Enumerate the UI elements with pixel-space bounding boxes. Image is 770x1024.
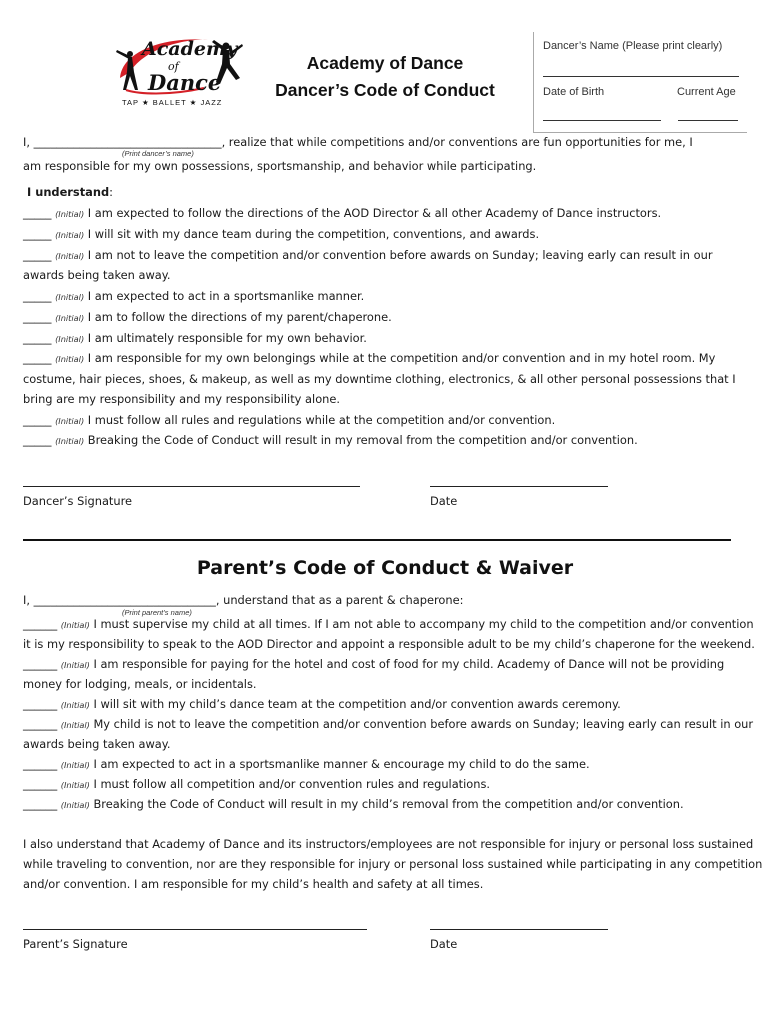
dancer-item	[23, 286, 364, 307]
initial-blank[interactable]: _____	[23, 413, 52, 427]
dancer-name-hint: (Print dancer’s name)	[122, 149, 194, 158]
dancer-item-text: I must follow all rules and regulations while at the competition and/or convention.	[87, 413, 556, 427]
parent-item-text: I must supervise my child at all times. If I am not able to accompany my child to the competition and/or convention	[93, 617, 754, 631]
initial-label: (Initial)	[55, 209, 85, 219]
initial-blank[interactable]: _____	[23, 331, 52, 345]
dancer-info-box	[533, 32, 747, 133]
initial-label: (Initial)	[55, 251, 85, 261]
dancer-signature-field[interactable]	[23, 476, 360, 487]
dancer-date-label: Date	[430, 494, 458, 508]
initial-blank[interactable]: _____	[23, 351, 52, 365]
parent-item	[23, 774, 490, 795]
initial-blank[interactable]: _____	[23, 227, 52, 241]
initial-label: (Initial)	[55, 354, 85, 364]
academy-logo	[108, 32, 246, 110]
dancer-item-text: I am not to leave the competition and/or convention before awards on Sunday; leaving early can result in our	[87, 248, 713, 262]
section-divider	[23, 539, 731, 541]
dancer-item	[23, 203, 661, 224]
waiver-line: I also understand that Academy of Dance and its instructors/employees are not responsible for injury or personal loss sustained	[23, 837, 754, 851]
parent-item-text: I must follow all competition and/or convention rules and regulations.	[93, 777, 491, 791]
parent-item	[23, 614, 754, 635]
understand-heading	[27, 182, 113, 202]
initial-label: (Initial)	[55, 230, 85, 240]
waiver-line: while traveling to convention, nor are they responsible for injury or personal loss sustained while participating in any competition	[23, 857, 763, 871]
parent-item-continuation: it is my responsibility to speak to the AOD Director and appoint a responsible adult to be my child’s chaperone for the weekend.	[23, 637, 755, 651]
initial-label: (Initial)	[60, 620, 90, 630]
dancer-item-text: I am responsible for my own belongings while at the competition and/or convention and in my hotel room. My	[87, 351, 716, 365]
dancer-intro-line2: am responsible for my own possessions, sportsmanship, and behavior while participating.	[23, 159, 537, 173]
understand-label: I understand	[27, 185, 110, 199]
initial-blank[interactable]: _____	[23, 289, 52, 303]
waiver-line: and/or convention. I am responsible for my child’s health and safety at all times.	[23, 877, 484, 891]
dancer-item-text: I am expected to follow the directions of the AOD Director & all other Academy of Dance instructors.	[87, 206, 662, 220]
initial-blank[interactable]: ______	[23, 717, 58, 731]
initial-blank[interactable]: ______	[23, 797, 58, 811]
initial-label: (Initial)	[60, 700, 90, 710]
dancer-item-text: I am expected to act in a sportsmanlike manner.	[87, 289, 365, 303]
dancer-item	[23, 410, 555, 431]
dancer-item-continuation: costume, hair pieces, shoes, & makeup, as well as my downtime clothing, electronics, & all other personal possessions that I	[23, 372, 736, 386]
parent-date-field[interactable]	[430, 919, 608, 930]
initial-blank[interactable]: _____	[23, 433, 52, 447]
initial-blank[interactable]: _____	[23, 310, 52, 324]
parent-item-text: I will sit with my child’s dance team at the competition and/or convention awards ceremony.	[93, 697, 621, 711]
logo-tagline: TAP ★ BALLET ★ JAZZ	[122, 98, 223, 107]
dancer-item-continuation: bring are my responsibility and my responsibility alone.	[23, 392, 341, 406]
parent-intro-suffix: , understand that as a parent & chaperone:	[215, 593, 464, 607]
logo-word-dance: Dance	[148, 70, 222, 95]
dancer-item-continuation: awards being taken away.	[23, 268, 171, 282]
dancer-intro-suffix: , realize that while competitions and/or conventions are fun opportunities for me, I	[221, 135, 693, 149]
initial-label: (Initial)	[55, 334, 85, 344]
dancer-item	[23, 224, 539, 245]
parent-item	[23, 754, 590, 775]
dancer-item	[23, 328, 367, 349]
parent-name-hint: (Print parent’s name)	[122, 608, 192, 617]
initial-label: (Initial)	[55, 292, 85, 302]
current-age-label: Current Age	[677, 86, 736, 98]
parent-item-text: I am expected to act in a sportsmanlike manner & encourage my child to do the same.	[93, 757, 590, 771]
dancer-item	[23, 430, 638, 451]
parent-signature-label: Parent’s Signature	[23, 937, 128, 951]
initial-label: (Initial)	[60, 780, 90, 790]
dancer-signature-label: Dancer’s Signature	[23, 494, 133, 508]
dancer-item-text: I am ultimately responsible for my own behavior.	[87, 331, 367, 345]
initial-blank[interactable]: ______	[23, 657, 58, 671]
initial-label: (Initial)	[55, 436, 85, 446]
parent-item-continuation: money for lodging, meals, or incidentals.	[23, 677, 257, 691]
dancer-name-blank[interactable]: _________________________________	[33, 135, 222, 149]
header-subtitle: Dancer’s Code of Conduct	[275, 80, 495, 100]
understand-colon: :	[109, 185, 113, 199]
date-of-birth-field[interactable]	[543, 108, 661, 121]
parent-section-title: Parent’s Code of Conduct & Waiver	[196, 557, 574, 579]
logo-word-academy: Academy	[142, 38, 238, 60]
parent-item	[23, 694, 621, 715]
initial-blank[interactable]: ______	[23, 697, 58, 711]
initial-blank[interactable]: ______	[23, 757, 58, 771]
dancer-item-text: I will sit with my dance team during the competition, conventions, and awards.	[87, 227, 540, 241]
parent-item	[23, 654, 724, 675]
parent-date-label: Date	[430, 937, 458, 951]
dancer-name-field[interactable]	[543, 64, 739, 77]
initial-label: (Initial)	[60, 760, 90, 770]
dancer-date-field[interactable]	[430, 476, 608, 487]
initial-label: (Initial)	[55, 416, 85, 426]
header-title: Academy of Dance	[306, 53, 464, 73]
initial-blank[interactable]: ______	[23, 777, 58, 791]
logo-word-of: of	[168, 60, 179, 73]
initial-label: (Initial)	[55, 313, 85, 323]
dancer-item	[23, 307, 392, 328]
initial-label: (Initial)	[60, 800, 90, 810]
date-of-birth-label: Date of Birth	[543, 86, 605, 98]
parent-item-text: Breaking the Code of Conduct will result in my child’s removal from the competition and/or convention.	[93, 797, 684, 811]
parent-item-continuation: awards being taken away.	[23, 737, 171, 751]
initial-blank[interactable]: _____	[23, 248, 52, 262]
dancer-intro-prefix: I,	[23, 135, 34, 149]
dancer-name-label: Dancer’s Name (Please print clearly)	[543, 40, 723, 52]
parent-item	[23, 714, 753, 735]
dancer-item	[23, 245, 713, 266]
dancer-item-text: I am to follow the directions of my parent/chaperone.	[87, 310, 392, 324]
dancer-item	[23, 348, 715, 369]
initial-label: (Initial)	[60, 720, 90, 730]
current-age-field[interactable]	[678, 108, 738, 121]
parent-item-text: My child is not to leave the competition and/or convention before awards on Sunday; leaving early can result in our	[93, 717, 754, 731]
parent-item-text: I am responsible for paying for the hotel and cost of food for my child. Academy of Dance will not be providing	[93, 657, 725, 671]
initial-blank[interactable]: ______	[23, 617, 58, 631]
parent-item	[23, 794, 684, 815]
parent-intro-line	[23, 590, 463, 610]
initial-blank[interactable]: _____	[23, 206, 52, 220]
parent-name-blank[interactable]: ________________________________	[33, 593, 216, 607]
initial-label: (Initial)	[60, 660, 90, 670]
parent-intro-prefix: I,	[23, 593, 34, 607]
parent-signature-field[interactable]	[23, 919, 367, 930]
dancer-item-text: Breaking the Code of Conduct will result in my removal from the competition and/or convention.	[87, 433, 638, 447]
